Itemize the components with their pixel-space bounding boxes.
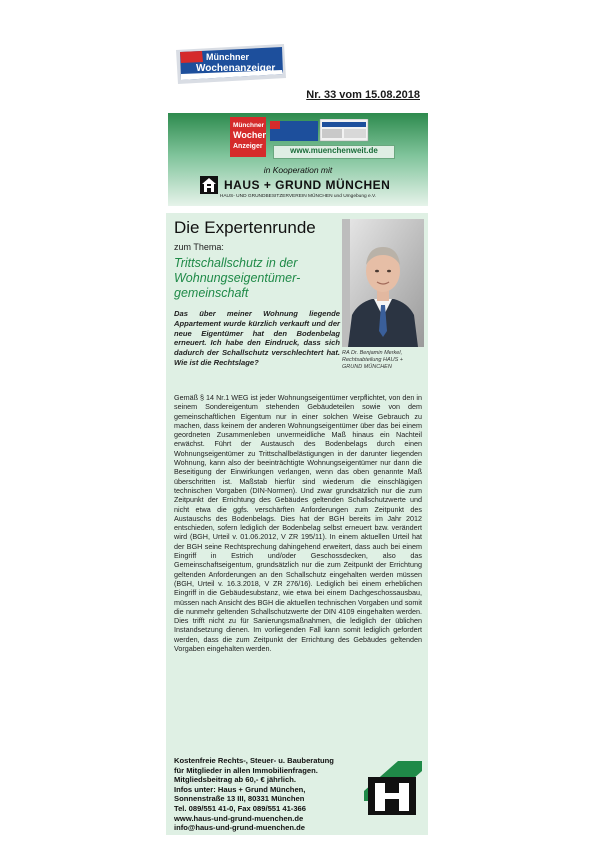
haus-grund-emblem xyxy=(364,761,422,817)
footer-line2: für Mitglieder in allen Immobilienfragen. xyxy=(174,765,318,775)
mini-logo-line1: Münchner xyxy=(233,122,265,129)
footer-line4: Infos unter: Haus + Grund München, xyxy=(174,784,306,794)
haus-grund-logo xyxy=(200,176,400,194)
kooperation-label: in Kooperation mit xyxy=(263,165,333,175)
mini-newspaper-logo xyxy=(230,117,266,157)
footer-website[interactable]: www.haus-und-grund-muenchen.de xyxy=(174,813,304,823)
article-heading: Die Expertenrunde xyxy=(174,218,316,237)
photo-caption: RA Dr. Benjamin Merkel, Rechtsabteilung HAUS + GRUND MÜNCHEN xyxy=(342,350,403,370)
mini-logo-line2: Wochen xyxy=(233,130,266,140)
zum-thema-label: zum Thema: xyxy=(174,242,224,252)
website-link[interactable]: www.muenchenweit.de xyxy=(290,146,378,155)
issue-number: Nr. 33 vom 15.08.2018 xyxy=(306,89,420,101)
newspaper-strip xyxy=(270,119,370,143)
article-topic: Trittschallschutz in der Wohnungseigentümer-gemeinschaft xyxy=(174,256,301,300)
footer-line1: Kostenfreie Rechts-, Steuer- u. Bauberatung xyxy=(174,756,334,765)
contact-footer xyxy=(174,756,344,833)
cooperation-header xyxy=(168,113,428,206)
org-name: HAUS + GRUND MÜNCHEN xyxy=(224,178,391,192)
footer-line5: Sonnenstraße 13 III, 80331 München xyxy=(174,794,305,804)
mini-logo-line3: Anzeiger xyxy=(233,143,263,150)
reader-question: Das über meiner Wohnung liegende Appartement wurde kürzlich verkauft und der neue Eigentümer hat den Bodenbelag erneuert. Ich habe den Eindruck, dass sich dadurch der Schallschutz verschlechtert hat. Wie ist die Rechtslage? xyxy=(174,309,340,367)
footer-email[interactable]: info@haus-und-grund-muenchen.de xyxy=(174,823,306,833)
url-box xyxy=(273,145,395,159)
newspaper-badge-icon xyxy=(230,117,266,157)
author-photo xyxy=(342,219,424,347)
portrait-image xyxy=(342,219,424,347)
wochenanzeiger-logo xyxy=(172,40,290,88)
article-panel xyxy=(166,213,428,835)
house-emblem-icon xyxy=(364,761,422,817)
footer-phone: Tel. 089/551 41-0, Fax 089/551 41-366 xyxy=(174,803,307,813)
logo-line2: Wochenanzeiger xyxy=(196,63,276,74)
logo-line1: Münchner xyxy=(206,52,250,62)
house-icon xyxy=(200,176,218,194)
footer-line3: Mitgliedsbeitrag ab 60,- € jährlich. xyxy=(174,775,296,785)
newspaper-strip-icon xyxy=(270,119,370,143)
org-subtitle: HAUS- UND GRUNDBESITZERVEREIN MÜNCHEN und Umgebung e.V. xyxy=(219,194,377,199)
newspaper-logo-icon xyxy=(172,40,290,88)
article-body: Gemäß § 14 Nr.1 WEG ist jeder Wohnungseigentümer verpflichtet, von den in seinem Sondereigentum stehenden Gebäudeteilen sowie von dem gemeinschaftlichen Eigentum nur in einer solchen Weise Gebrauch zu machen, dass keinem der anderen Wohnungseigentümer über das bei einem geordneten Zusammenleben unvermeidliche Maß hinaus ein Nachteil erwächst. Führt der Austausch des Bodenbelags durch einen Wohnungseigentümer zu Trittschallbelästigungen in der darunter liegenden Wohnung, kann also der beeinträchtigte Wohnungseigentümer nur dann die Beseitigung der Einwirkungen verlangen, wenn das oben genannte Maß überschritten ist. Maßstab hierfür sind wiederum die einschlägigen technischen Vorgaben (DIN-Normen). Und zwar grundsätzlich nur die zum Zeitpunkt der Errichtung des Gebäudes geltenden Schallschutzwerte und nicht etwa die ggfs. verschärften Anforderungen zum Zeitpunkt des Austauschs des Bodenbelags. Dies hat der BGH bereits im Jahr 2012 entschieden, sofern lediglich der Bodenbelag selbst erneuert bzw. verändert wird (BGH, Urteil v. 01.06.2012, V ZR 195/11). In einem aktuellen Urteil hat der BGH seine Rechtsprechung dahingehend erweitert, dass auch bei einem Eingriff in Estrich und/oder Geschossdecken, also das Gemeinschaftseigentum, grundsätzlich nur die zum Zeitpunkt der Errichtung geltenden Anforderungen an den Schallschutz eingehalten werden müssen (BGH, Urteil v. 16.3.2018, V ZR 276/16). Lediglich bei einem erheblichen Eingriff in die Gebäudesubstanz, wie etwa bei einem Dachgeschossausbau, müssen nach Ansicht des BGH die aktuellen technischen Vorgaben und somit die nunmehr geltenden Schallschutzwerte der DIN 4109 eingehalten werden. Dies trifft nicht zu für Sanierungsmaßnahmen, die lediglich der üblichen Instandsetzung dienen. Im vorliegenden Fall kann somit lediglich gefordert werden, dass die zum Zeitpunkt der Errichtung des Gebäudes geltenden Vorgaben eingehalten werden. xyxy=(174,393,422,654)
